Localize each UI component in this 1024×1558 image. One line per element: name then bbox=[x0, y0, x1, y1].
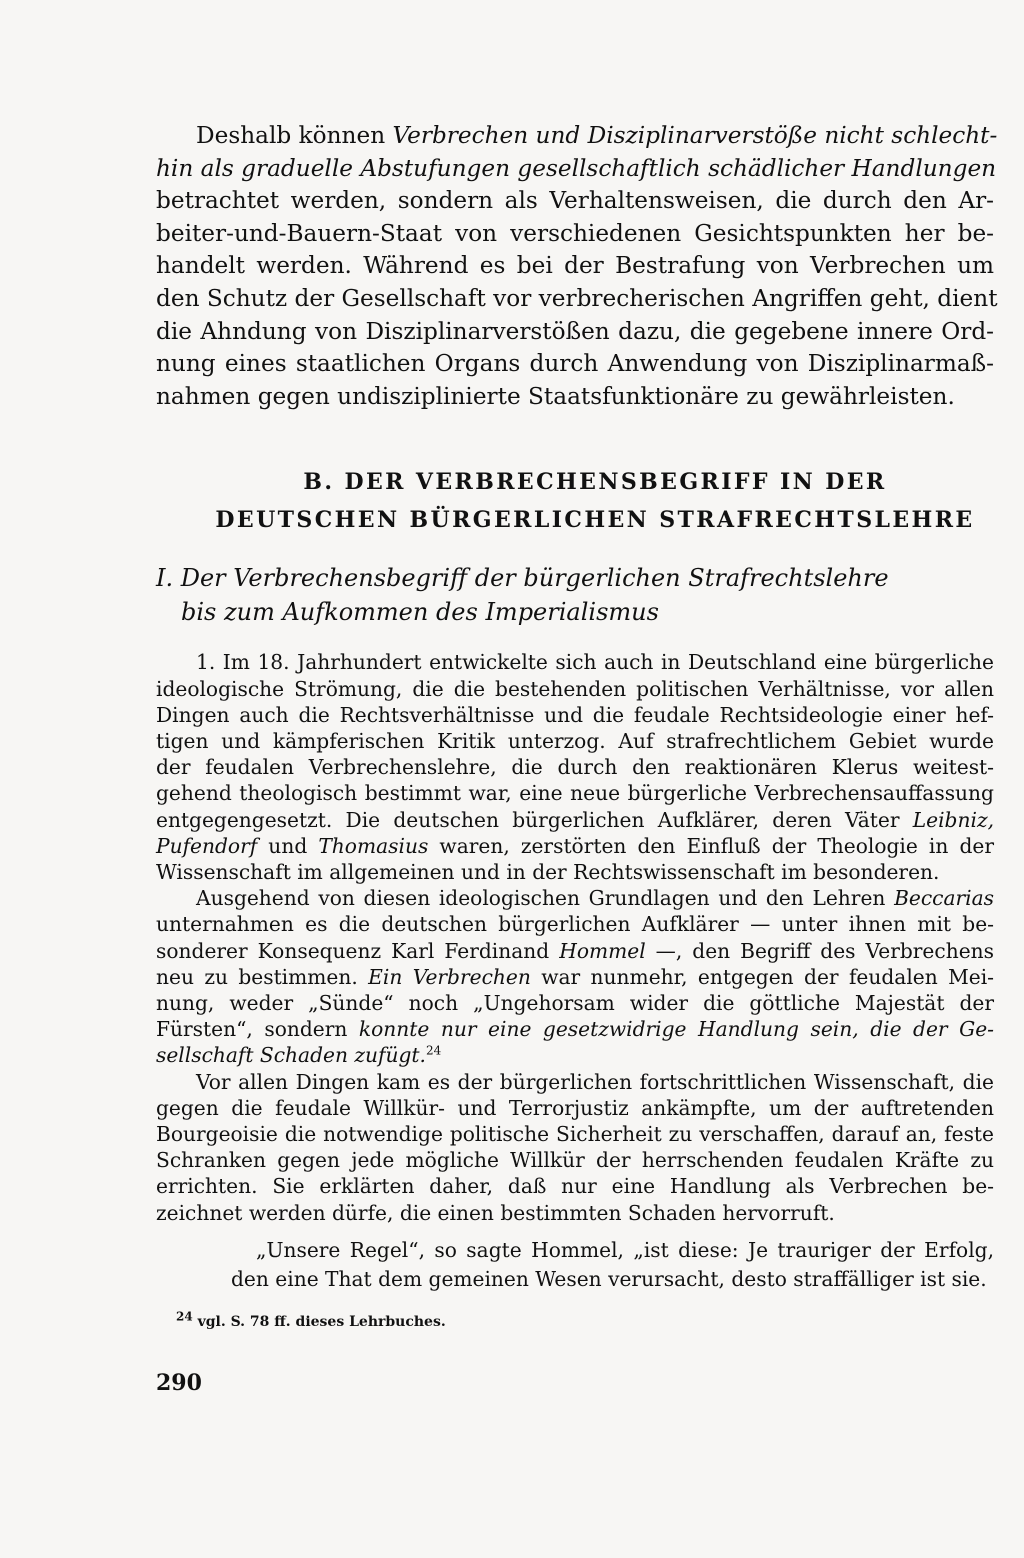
paragraph-3-line: zeichnet werden dürfe, die einen bestimmten Schaden hervorruft. bbox=[156, 1200, 835, 1225]
intro-paragraph-line: Deshalb können Verbrechen und Disziplinarverstöße nicht schlecht- bbox=[196, 122, 998, 149]
paragraph-1-line: der feudalen Verbrechenslehre, die durch den reaktionären Klerus weitest- bbox=[156, 755, 994, 780]
paragraph-1-line: Dingen auch die Rechtsverhältnisse und die feudale Rechtsideologie einer hef- bbox=[156, 702, 994, 727]
paragraph-3-line: errichten. Sie erklärten daher, daß nur eine Handlung als Verbrechen be- bbox=[156, 1174, 994, 1199]
paragraph-3-line: Bourgeoisie die notwendige politische Sicherheit zu verschaffen, darauf an, feste bbox=[156, 1122, 994, 1146]
paragraph-1-line: 1. Im 18. Jahrhundert entwickelte sich auch in Deutschland eine bürgerliche bbox=[196, 650, 994, 675]
section-heading-line-2: DEUTSCHEN BÜRGERLICHEN STRAFRECHTSLEHRE bbox=[215, 507, 975, 534]
paragraph-2-line: unternahmen es die deutschen bürgerlichen Aufklärer — unter ihnen mit be- bbox=[156, 912, 994, 937]
paragraph-2 bbox=[156, 885, 994, 1068]
paragraph-1-line: gehend theologisch bestimmt war, eine neue bürgerliche Verbrechensauffassung bbox=[156, 781, 994, 806]
paragraph-2-line: Ausgehend von diesen ideologischen Grundlagen und den Lehren Beccarias bbox=[196, 886, 994, 911]
paragraph-2-line: nung, weder „Sünde“ noch „Ungehorsam wider die göttliche Majestät der bbox=[156, 990, 994, 1015]
paragraph-3-line: gegen die feudale Willkür- und Terrorjustiz ankämpfte, um der auftretenden bbox=[156, 1095, 994, 1120]
paragraph-1-line: tigen und kämpferischen Kritik unterzog. Auf strafrechtlichem Gebiet wurde bbox=[156, 728, 994, 753]
quote-line: den eine That dem gemeinen Wesen verursacht, desto straffälliger ist sie. bbox=[231, 1266, 987, 1291]
intro-paragraph-line: nung eines staatlichen Organs durch Anwendung von Disziplinarmaß- bbox=[156, 350, 994, 378]
paragraph-2-line: neu zu bestimmen. Ein Verbrechen war nunmehr, entgegen der feudalen Mei- bbox=[156, 964, 994, 989]
footnote bbox=[156, 1309, 994, 1332]
paragraph-3-line: Schranken gegen jede mögliche Willkür der herrschenden feudalen Kräfte zu bbox=[156, 1148, 994, 1173]
paragraph-1-line: Pufendorf und Thomasius waren, zerstörten den Einfluß der Theologie in der bbox=[156, 833, 994, 858]
paragraph-3-line: Vor allen Dingen kam es der bürgerlichen fortschrittlichen Wissenschaft, die bbox=[196, 1069, 994, 1094]
paragraph-3 bbox=[156, 1069, 994, 1226]
paragraph-1-line: ideologische Strömung, die die bestehenden politischen Verhältnisse, vor allen bbox=[156, 676, 994, 701]
quote-line: „Unsere Regel“, so sagte Hommel, „ist diese: Je trauriger der Erfolg, bbox=[256, 1237, 994, 1262]
paragraph-2-line: sonderer Konsequenz Karl Ferdinand Hommel —, den Begriff des Verbrechens bbox=[156, 938, 994, 963]
intro-paragraph-line: beiter-und-Bauern-Staat von verschiedenen Gesichtspunkten her be- bbox=[156, 219, 994, 247]
subsection-heading-line-1: I. Der Verbrechensbegriff der bürgerlichen Strafrechtslehre bbox=[156, 564, 889, 593]
intro-paragraph-line: die Ahndung von Disziplinarverstößen dazu, die gegebene innere Ord- bbox=[156, 317, 994, 345]
body-paragraphs bbox=[156, 649, 994, 1225]
intro-paragraph-line: betrachtet werden, sondern als Verhaltensweisen, die durch den Ar- bbox=[156, 187, 994, 215]
intro-paragraph-line: nahmen gegen undisziplinierte Staatsfunktionäre zu gewährleisten. bbox=[156, 382, 955, 410]
subsection-heading bbox=[156, 561, 994, 629]
section-heading-line-1: B. DER VERBRECHENSBEGRIFF IN DER bbox=[303, 469, 887, 496]
intro-paragraph-line: handelt werden. Während es bei der Bestrafung von Verbrechen um bbox=[156, 252, 994, 280]
paragraph-1 bbox=[156, 649, 994, 885]
section-heading bbox=[156, 463, 994, 539]
paragraph-2-line: Fürsten“, sondern konnte nur eine gesetzwidrige Handlung sein, die der Ge- bbox=[156, 1017, 994, 1042]
intro-paragraph bbox=[156, 120, 998, 413]
footnote-text: vgl. S. 78 ff. dieses Lehrbuches. bbox=[197, 1313, 446, 1330]
intro-paragraph-line: hin als graduelle Abstufungen gesellschaftlich schädlicher Handlungen bbox=[156, 154, 997, 182]
subsection-heading-line-2: bis zum Aufkommen des Imperialismus bbox=[181, 598, 659, 627]
page-number: 290 bbox=[156, 1369, 202, 1396]
block-quote bbox=[156, 1236, 994, 1294]
footnote-marker: 24 bbox=[176, 1309, 193, 1324]
paragraph-1-line: entgegengesetzt. Die deutschen bürgerlichen Aufklärer, deren Väter Leibniz, bbox=[156, 807, 994, 832]
paragraph-2-line: sellschaft Schaden zufügt.$^{24}$ bbox=[156, 1043, 442, 1068]
intro-paragraph-line: den Schutz der Gesellschaft vor verbrecherischen Angriffen geht, dient bbox=[156, 284, 998, 312]
paragraph-1-line: Wissenschaft im allgemeinen und in der Rechtswissenschaft im besonderen. bbox=[156, 859, 940, 884]
